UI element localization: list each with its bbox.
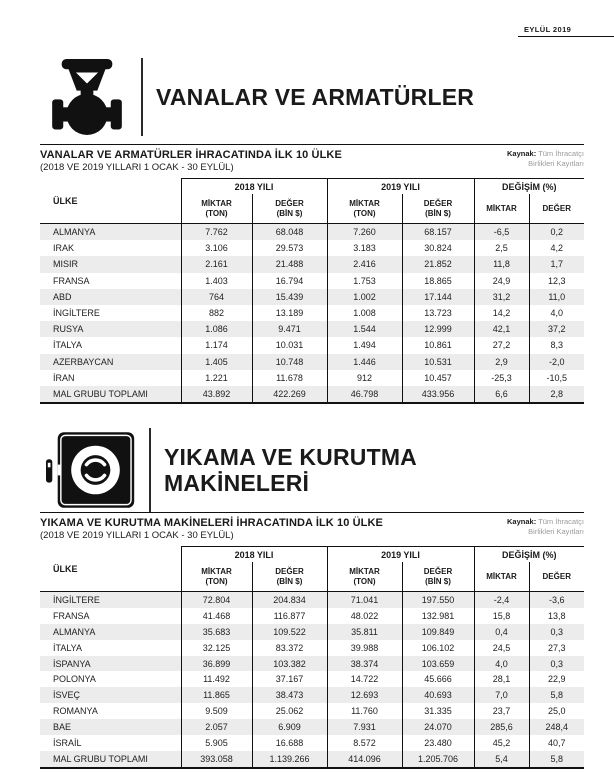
- cell-value: 1.002: [327, 289, 402, 305]
- cell-value: 1.544: [327, 321, 402, 337]
- source-label: Kaynak:: [507, 517, 537, 526]
- cell-value: 10.861: [402, 337, 474, 353]
- cell-country: İSRAİL: [53, 737, 82, 748]
- table-row: [40, 719, 584, 735]
- cell-value: 21.488: [252, 256, 327, 272]
- cell-value: 68.048: [252, 224, 327, 241]
- cell-value: 248,4: [529, 719, 584, 735]
- cell-value: 0,2: [529, 224, 584, 241]
- cell-value: 30.824: [402, 240, 474, 256]
- cell-value: 1.086: [181, 321, 252, 337]
- table-row: [40, 671, 584, 687]
- table-subtitle: (2018 VE 2019 YILLARI 1 OCAK - 30 EYLÜL): [40, 162, 234, 173]
- cell-value: 43.892: [181, 386, 252, 403]
- cell-value: 393.058: [181, 751, 252, 768]
- cell-value: -10,5: [529, 370, 584, 386]
- cell-value: 7.931: [327, 719, 402, 735]
- valve-icon: [46, 59, 128, 135]
- cell-value: 40,7: [529, 735, 584, 751]
- table-caption: [40, 149, 584, 173]
- col-group-header: 2019 YILI: [327, 547, 474, 563]
- section-title-line: VANALAR VE ARMATÜRLER: [156, 84, 475, 110]
- cell-value: 12.999: [402, 321, 474, 337]
- cell-value: 5,4: [474, 751, 529, 768]
- cell-country: İTALYA: [53, 642, 83, 653]
- cell-value: 10.031: [252, 337, 327, 353]
- cell-value: 22,9: [529, 671, 584, 687]
- col-sub-header: DEĞER (BİN $): [252, 562, 327, 592]
- cell-value: 35.811: [327, 624, 402, 640]
- cell-value: 16.794: [252, 273, 327, 289]
- cell-value: 3.183: [327, 240, 402, 256]
- cell-country: POLONYA: [53, 674, 96, 685]
- cell-value: 83.372: [252, 640, 327, 656]
- cell-value: 4,2: [529, 240, 584, 256]
- cell-value: 41.468: [181, 608, 252, 624]
- table-block-vanalar: [40, 144, 584, 404]
- table-row: [40, 608, 584, 624]
- cell-value: -2,0: [529, 354, 584, 370]
- cell-value: 11.492: [181, 671, 252, 687]
- cell-value: 2,9: [474, 354, 529, 370]
- cell-value: 36.899: [181, 656, 252, 672]
- cell-value: 25,0: [529, 703, 584, 719]
- cell-value: 7.260: [327, 224, 402, 241]
- cell-value: 42,1: [474, 321, 529, 337]
- cell-value: -25,3: [474, 370, 529, 386]
- table-row: [40, 592, 584, 608]
- header-divider: [149, 428, 151, 512]
- cell-value: 2,8: [529, 386, 584, 403]
- col-sub-header: MİKTAR: [474, 562, 529, 592]
- cell-value: 1.221: [181, 370, 252, 386]
- issue-rule: [518, 36, 614, 37]
- col-sub-header: DEĞER (BİN $): [402, 562, 474, 592]
- washing-machine-icon: [46, 430, 136, 510]
- cell-value: 3.106: [181, 240, 252, 256]
- cell-country: ALMANYA: [53, 227, 96, 238]
- cell-country: MISIR: [53, 259, 79, 270]
- cell-value: 2,5: [474, 240, 529, 256]
- cell-value: 37,2: [529, 321, 584, 337]
- cell-country: RUSYA: [53, 324, 84, 335]
- cell-value: 11,8: [474, 256, 529, 272]
- col-sub-header: MİKTAR: [474, 194, 529, 224]
- cell-value: -2,4: [474, 592, 529, 608]
- cell-value: 204.834: [252, 592, 327, 608]
- cell-value: 45.666: [402, 671, 474, 687]
- cell-value: 15,8: [474, 608, 529, 624]
- cell-value: 109.522: [252, 624, 327, 640]
- cell-value: 72.804: [181, 592, 252, 608]
- cell-value: 37.167: [252, 671, 327, 687]
- issue-label: EYLÜL 2019: [524, 25, 572, 34]
- cell-value: 197.550: [402, 592, 474, 608]
- cell-value: 24,9: [474, 273, 529, 289]
- source-note: [507, 149, 584, 169]
- cell-value: 1.174: [181, 337, 252, 353]
- table-caption: [40, 517, 584, 541]
- cell-value: 17.144: [402, 289, 474, 305]
- table-row: [40, 224, 584, 241]
- col-sub-header: MİKTAR (TON): [327, 194, 402, 224]
- cell-value: 4,0: [529, 305, 584, 321]
- cell-value: 1.446: [327, 354, 402, 370]
- cell-value: 882: [181, 305, 252, 321]
- cell-value: 1.494: [327, 337, 402, 353]
- cell-value: 10.531: [402, 354, 474, 370]
- cell-value: 912: [327, 370, 402, 386]
- cell-value: 18.865: [402, 273, 474, 289]
- cell-value: 68.157: [402, 224, 474, 241]
- cell-value: 0,3: [529, 656, 584, 672]
- cell-value: 4,0: [474, 656, 529, 672]
- export-table-yikama: [40, 546, 584, 769]
- cell-value: 2.161: [181, 256, 252, 272]
- cell-value: -6,5: [474, 224, 529, 241]
- cell-value: 0,4: [474, 624, 529, 640]
- cell-country: MAL GRUBU TOPLAMI: [53, 388, 148, 399]
- cell-value: 38.473: [252, 687, 327, 703]
- cell-value: 15.439: [252, 289, 327, 305]
- cell-value: 2.057: [181, 719, 252, 735]
- cell-country: FRANSA: [53, 610, 90, 621]
- cell-value: 13.723: [402, 305, 474, 321]
- cell-value: 1.139.266: [252, 751, 327, 768]
- export-table-vanalar: [40, 178, 584, 404]
- col-sub-header: MİKTAR (TON): [181, 562, 252, 592]
- caption-text: [40, 517, 383, 541]
- cell-value: 14,2: [474, 305, 529, 321]
- cell-value: 27,2: [474, 337, 529, 353]
- section-header-vanalar: [46, 58, 474, 136]
- cell-value: 9.471: [252, 321, 327, 337]
- cell-value: 31.335: [402, 703, 474, 719]
- cell-value: 285,6: [474, 719, 529, 735]
- col-group-header: DEĞİŞİM (%): [474, 547, 584, 563]
- cell-value: 14.722: [327, 671, 402, 687]
- table-row: [40, 240, 584, 256]
- cell-country: İSVEÇ: [53, 690, 81, 701]
- cell-value: 1.205.706: [402, 751, 474, 768]
- cell-value: 39.988: [327, 640, 402, 656]
- cell-value: 0,3: [529, 624, 584, 640]
- table-title: VANALAR VE ARMATÜRLER İHRACATINDA İLK 10 ÜLKE: [40, 149, 342, 161]
- section-title: [164, 444, 417, 496]
- cell-value: 433.956: [402, 386, 474, 403]
- table-row: [40, 305, 584, 321]
- cell-country: MAL GRUBU TOPLAMI: [53, 753, 148, 764]
- cell-value: 71.041: [327, 592, 402, 608]
- cell-value: 45,2: [474, 735, 529, 751]
- cell-country: İSPANYA: [53, 658, 91, 669]
- table-row: [40, 640, 584, 656]
- cell-value: 6,6: [474, 386, 529, 403]
- cell-value: 1.008: [327, 305, 402, 321]
- cell-value: 103.382: [252, 656, 327, 672]
- cell-country: İNGİLTERE: [53, 308, 100, 319]
- col-group-header: 2018 YILI: [181, 547, 327, 563]
- section-header-yikama: [46, 428, 417, 512]
- source-text-line2: Birlikleri Kayıtları: [528, 159, 584, 169]
- cell-value: 7,0: [474, 687, 529, 703]
- table-row: [40, 703, 584, 719]
- table-row: [40, 256, 584, 272]
- cell-value: 11.678: [252, 370, 327, 386]
- cell-value: 1,7: [529, 256, 584, 272]
- section-title-line: MAKİNELERİ: [164, 470, 310, 496]
- cell-value: 23,7: [474, 703, 529, 719]
- cell-country: AZERBAYCAN: [53, 356, 114, 367]
- table-row: [40, 321, 584, 337]
- cell-value: 16.688: [252, 735, 327, 751]
- col-group-header: 2018 YILI: [181, 179, 327, 195]
- cell-value: 116.877: [252, 608, 327, 624]
- cell-country: FRANSA: [53, 275, 90, 286]
- cell-country: ALMANYA: [53, 626, 96, 637]
- table-row: [40, 624, 584, 640]
- cell-country: İRAN: [53, 372, 75, 383]
- table-row: [40, 337, 584, 353]
- cell-value: 21.852: [402, 256, 474, 272]
- source-text: Tüm İhracatçı: [536, 149, 584, 158]
- section-title-line: YIKAMA VE KURUTMA: [164, 444, 417, 471]
- table-row: [40, 735, 584, 751]
- cell-value: 11,0: [529, 289, 584, 305]
- cell-value: 40.693: [402, 687, 474, 703]
- cell-value: 35.683: [181, 624, 252, 640]
- cell-value: 8.572: [327, 735, 402, 751]
- cell-value: 10.748: [252, 354, 327, 370]
- cell-value: 1.403: [181, 273, 252, 289]
- cell-value: 5,8: [529, 687, 584, 703]
- table-row: [40, 370, 584, 386]
- cell-value: 31,2: [474, 289, 529, 305]
- source-text-line2: Birlikleri Kayıtları: [528, 527, 584, 537]
- cell-value: 106.102: [402, 640, 474, 656]
- col-group-header: DEĞİŞİM (%): [474, 179, 584, 195]
- col-sub-header: MİKTAR (TON): [181, 194, 252, 224]
- cell-value: 5,8: [529, 751, 584, 768]
- table-row: [40, 273, 584, 289]
- source-text: Tüm İhracatçı: [536, 517, 584, 526]
- col-sub-header: DEĞER (BİN $): [402, 194, 474, 224]
- cell-value: 10.457: [402, 370, 474, 386]
- cell-value: 48.022: [327, 608, 402, 624]
- cell-value: 27,3: [529, 640, 584, 656]
- cell-value: 29.573: [252, 240, 327, 256]
- total-row: [40, 386, 584, 403]
- cell-value: 109.849: [402, 624, 474, 640]
- cell-value: 7.762: [181, 224, 252, 241]
- cell-value: 12,3: [529, 273, 584, 289]
- cell-value: 13.189: [252, 305, 327, 321]
- cell-country: ABD: [53, 291, 72, 302]
- cell-value: 23.480: [402, 735, 474, 751]
- cell-country: ROMANYA: [53, 706, 98, 717]
- cell-value: 414.096: [327, 751, 402, 768]
- total-row: [40, 751, 584, 768]
- cell-value: 11.865: [181, 687, 252, 703]
- cell-value: 422.269: [252, 386, 327, 403]
- table-subtitle: (2018 VE 2019 YILLARI 1 OCAK - 30 EYLÜL): [40, 530, 234, 541]
- cell-country: IRAK: [53, 243, 75, 254]
- cell-value: 24,5: [474, 640, 529, 656]
- cell-value: 12.693: [327, 687, 402, 703]
- cell-value: 24.070: [402, 719, 474, 735]
- cell-value: 5.905: [181, 735, 252, 751]
- cell-value: 46.798: [327, 386, 402, 403]
- cell-value: 28,1: [474, 671, 529, 687]
- cell-value: 103.659: [402, 656, 474, 672]
- col-sub-header: DEĞER: [529, 562, 584, 592]
- table-block-yikama: [40, 512, 584, 769]
- source-note: [507, 517, 584, 537]
- caption-text: [40, 149, 342, 173]
- header-divider: [141, 58, 143, 136]
- source-label: Kaynak:: [507, 149, 537, 158]
- table-title: YIKAMA VE KURUTMA MAKİNELERİ İHRACATINDA İLK 10 ÜLKE: [40, 517, 383, 529]
- cell-value: 8,3: [529, 337, 584, 353]
- cell-value: 38.374: [327, 656, 402, 672]
- cell-value: 6.909: [252, 719, 327, 735]
- col-sub-header: DEĞER (BİN $): [252, 194, 327, 224]
- table-row: [40, 289, 584, 305]
- block-rule: [40, 512, 584, 513]
- cell-value: 11.760: [327, 703, 402, 719]
- cell-value: 9.509: [181, 703, 252, 719]
- cell-value: 1.753: [327, 273, 402, 289]
- col-header-country: ÜLKE: [40, 547, 181, 592]
- issue-tag: [518, 25, 614, 37]
- cell-value: -3,6: [529, 592, 584, 608]
- cell-value: 25.062: [252, 703, 327, 719]
- cell-value: 1.405: [181, 354, 252, 370]
- cell-value: 132.981: [402, 608, 474, 624]
- col-sub-header: MİKTAR (TON): [327, 562, 402, 592]
- cell-value: 2.416: [327, 256, 402, 272]
- col-header-country: ÜLKE: [40, 179, 181, 224]
- table-row: [40, 687, 584, 703]
- table-row: [40, 656, 584, 672]
- cell-country: İNGİLTERE: [53, 594, 100, 605]
- col-sub-header: DEĞER: [529, 194, 584, 224]
- table-row: [40, 354, 584, 370]
- block-rule: [40, 144, 584, 145]
- cell-country: İTALYA: [53, 340, 83, 351]
- col-group-header: 2019 YILI: [327, 179, 474, 195]
- cell-country: BAE: [53, 722, 72, 733]
- section-title: [156, 84, 474, 110]
- cell-value: 13,8: [529, 608, 584, 624]
- cell-value: 764: [181, 289, 252, 305]
- cell-value: 32.125: [181, 640, 252, 656]
